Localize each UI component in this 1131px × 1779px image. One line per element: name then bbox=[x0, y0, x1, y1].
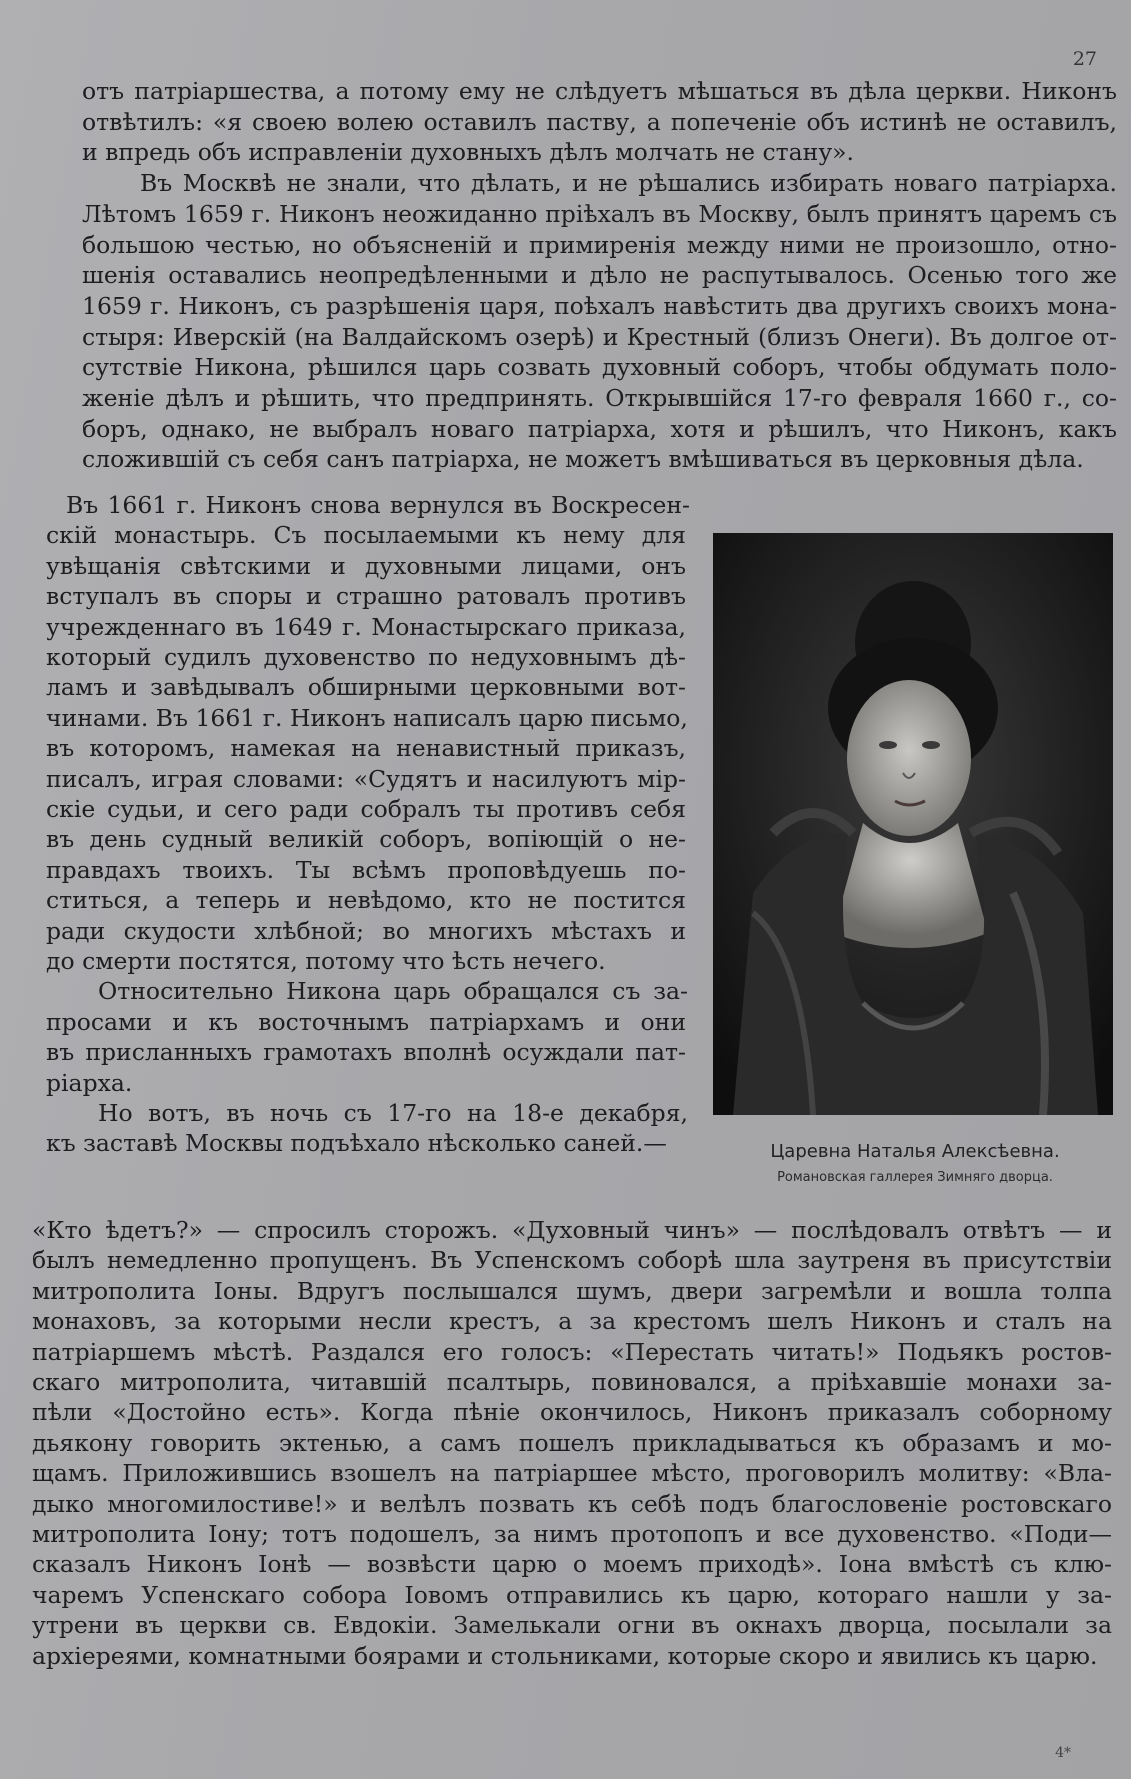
text-line: отвѣтилъ: «я своею волею оставилъ паству, а попеченіе объ истинѣ не оставилъ, bbox=[82, 107, 1117, 136]
text-line: щамъ. Приложившись взошелъ на патріаршее мѣсто, проговорилъ молитву: «Вла- bbox=[32, 1459, 1112, 1488]
figure-caption: Царевна Наталья Алексѣевна. bbox=[770, 1141, 1060, 1162]
text-line: правдахъ твоихъ. Ты всѣмъ проповѣдуешь по- bbox=[46, 855, 686, 884]
text-line: Лѣтомъ 1659 г. Никонъ неожиданно пріѣхалъ въ Москву, былъ принятъ царемъ съ bbox=[82, 199, 1117, 228]
text-line: былъ немедленно пропущенъ. Въ Успенскомъ соборѣ шла заутреня въ присутствіи bbox=[32, 1246, 1112, 1275]
signature-mark: 4* bbox=[1055, 1745, 1071, 1761]
portrait-illustration bbox=[713, 533, 1113, 1115]
text-line: архіереями, комнатными боярами и стольниками, которые скоро и явились къ царю. bbox=[32, 1641, 1098, 1670]
text-line: монаховъ, за которыми несли крестъ, а за крестомъ шелъ Никонъ и сталъ на bbox=[32, 1307, 1112, 1336]
text-line: сказалъ Никонъ Іонѣ — возвѣсти царю о моемъ приходѣ». Іона вмѣстѣ съ клю- bbox=[32, 1550, 1112, 1579]
text-line: патріаршемъ мѣстѣ. Раздался его голосъ: «Перестать читать!» Подьякъ ростов- bbox=[32, 1337, 1112, 1366]
text-line: дьякону говорить эктенью, а самъ пошелъ прикладываться къ образамъ и мо- bbox=[32, 1428, 1112, 1457]
text-line: въ которомъ, намекая на ненавистный приказъ, bbox=[46, 734, 686, 763]
text-line: Но вотъ, въ ночь съ 17-го на 18-е декабря, bbox=[98, 1099, 688, 1127]
text-line: женіе дѣлъ и рѣшить, что предпринять. Открывшійся 17-го февраля 1660 г., со- bbox=[82, 384, 1117, 412]
text-line: митрополита Іону; тотъ подошелъ, за нимъ протопопъ и все духовенство. «Поди— bbox=[32, 1520, 1112, 1548]
text-line: дыко многомилостиве!» и велѣлъ позвать къ себѣ подъ благословеніе ростовскаго bbox=[32, 1489, 1112, 1518]
text-line: шенія оставались неопредѣленными и дѣло не распутывалось. Осенью того же bbox=[82, 261, 1117, 290]
text-line: ріарха. bbox=[46, 1068, 133, 1097]
text-line: ради скудости хлѣбной; во многихъ мѣстахъ и bbox=[46, 916, 686, 945]
text-line: сложившій съ себя санъ патріарха, не можетъ вмѣшиваться въ церковныя дѣла. bbox=[82, 445, 1084, 474]
text-line: боръ, однако, не выбралъ новаго патріарха, хотя и рѣшилъ, что Никонъ, какъ bbox=[82, 414, 1117, 443]
text-line: Въ 1661 г. Никонъ снова вернулся въ Воскресен- bbox=[66, 491, 690, 519]
text-line: отъ патріаршества, а потому ему не слѣдуетъ мѣшаться въ дѣла церкви. Никонъ bbox=[82, 77, 1117, 105]
text-line: просами и къ восточнымъ патріархамъ и они bbox=[46, 1007, 686, 1036]
text-line: учрежденнаго въ 1649 г. Монастырскаго приказа, bbox=[46, 612, 686, 641]
text-line: «Кто ѣдетъ?» — спросилъ сторожъ. «Духовный чинъ» — послѣдовалъ отвѣтъ — и bbox=[32, 1216, 1112, 1244]
text-line: который судилъ духовенство по недуховнымъ дѣ- bbox=[46, 643, 686, 671]
text-line: скаго митрополита, читавшій псалтырь, повиновался, а пріѣхавшіе монахи за- bbox=[32, 1368, 1112, 1396]
text-line: Въ Москвѣ не знали, что дѣлать, и не рѣшались избирать новаго патріарха. bbox=[140, 169, 1117, 198]
text-line: чаремъ Успенскаго собора Іовомъ отправились къ царю, котораго нашли у за- bbox=[32, 1580, 1112, 1609]
text-line: ламъ и завѣдывалъ обширными церковными вот- bbox=[46, 673, 686, 702]
text-line: увѣщанія свѣтскими и духовными лицами, онъ bbox=[46, 551, 686, 580]
text-line: скіе судьи, и сего ради собралъ ты противъ себя bbox=[46, 795, 686, 823]
text-line: вступалъ въ споры и страшно ратовалъ противъ bbox=[46, 582, 686, 611]
text-line: сутствіе Никона, рѣшился царь созвать духовный соборъ, чтобы обдумать поло- bbox=[82, 353, 1117, 382]
text-line: стыря: Иверскій (на Валдайскомъ озерѣ) и Крестный (близъ Онеги). Въ долгое от- bbox=[82, 322, 1117, 351]
text-line: и впредь объ исправленіи духовныхъ дѣлъ молчать не стану». bbox=[82, 138, 855, 167]
text-line: писалъ, играя словами: «Судятъ и насилуютъ мір- bbox=[46, 764, 686, 793]
text-line: ститься, а теперь и невѣдомо, кто не постится bbox=[46, 886, 686, 915]
text-line: въ день судный великій соборъ, вопіющій о не- bbox=[46, 825, 686, 854]
text-line: пѣли «Достойно есть». Когда пѣніе окончилось, Никонъ приказалъ соборному bbox=[32, 1398, 1112, 1427]
text-line: митрополита Іоны. Вдругъ послышался шумъ, двери загремѣли и вошла толпа bbox=[32, 1276, 1112, 1305]
text-line: 1659 г. Никонъ, съ разрѣшенія царя, поѣхалъ навѣстить два другихъ своихъ мона- bbox=[82, 291, 1117, 320]
text-line: до смерти постятся, потому что ѣсть нечего. bbox=[46, 947, 606, 975]
text-line: скій монастырь. Съ посылаемыми къ нему для bbox=[46, 521, 686, 550]
text-line: Относительно Никона царь обращался съ за- bbox=[98, 977, 688, 1006]
text-line: въ присланныхъ грамотахъ вполнѣ осуждали пат- bbox=[46, 1038, 686, 1067]
text-line: чинами. Въ 1661 г. Никонъ написалъ царю письмо, bbox=[46, 703, 688, 732]
text-line: къ заставѣ Москвы подъѣхало нѣсколько саней.— bbox=[46, 1129, 667, 1158]
text-line: большою честью, но объясненій и примиренія между ними не произошло, отно- bbox=[82, 230, 1117, 259]
text-line: утрени въ церкви св. Евдокіи. Замелькали огни въ окнахъ дворца, посылали за bbox=[32, 1611, 1112, 1640]
figure-source: Романовская галлерея Зимняго дворца. bbox=[777, 1170, 1053, 1185]
page-number: 27 bbox=[1072, 48, 1097, 70]
